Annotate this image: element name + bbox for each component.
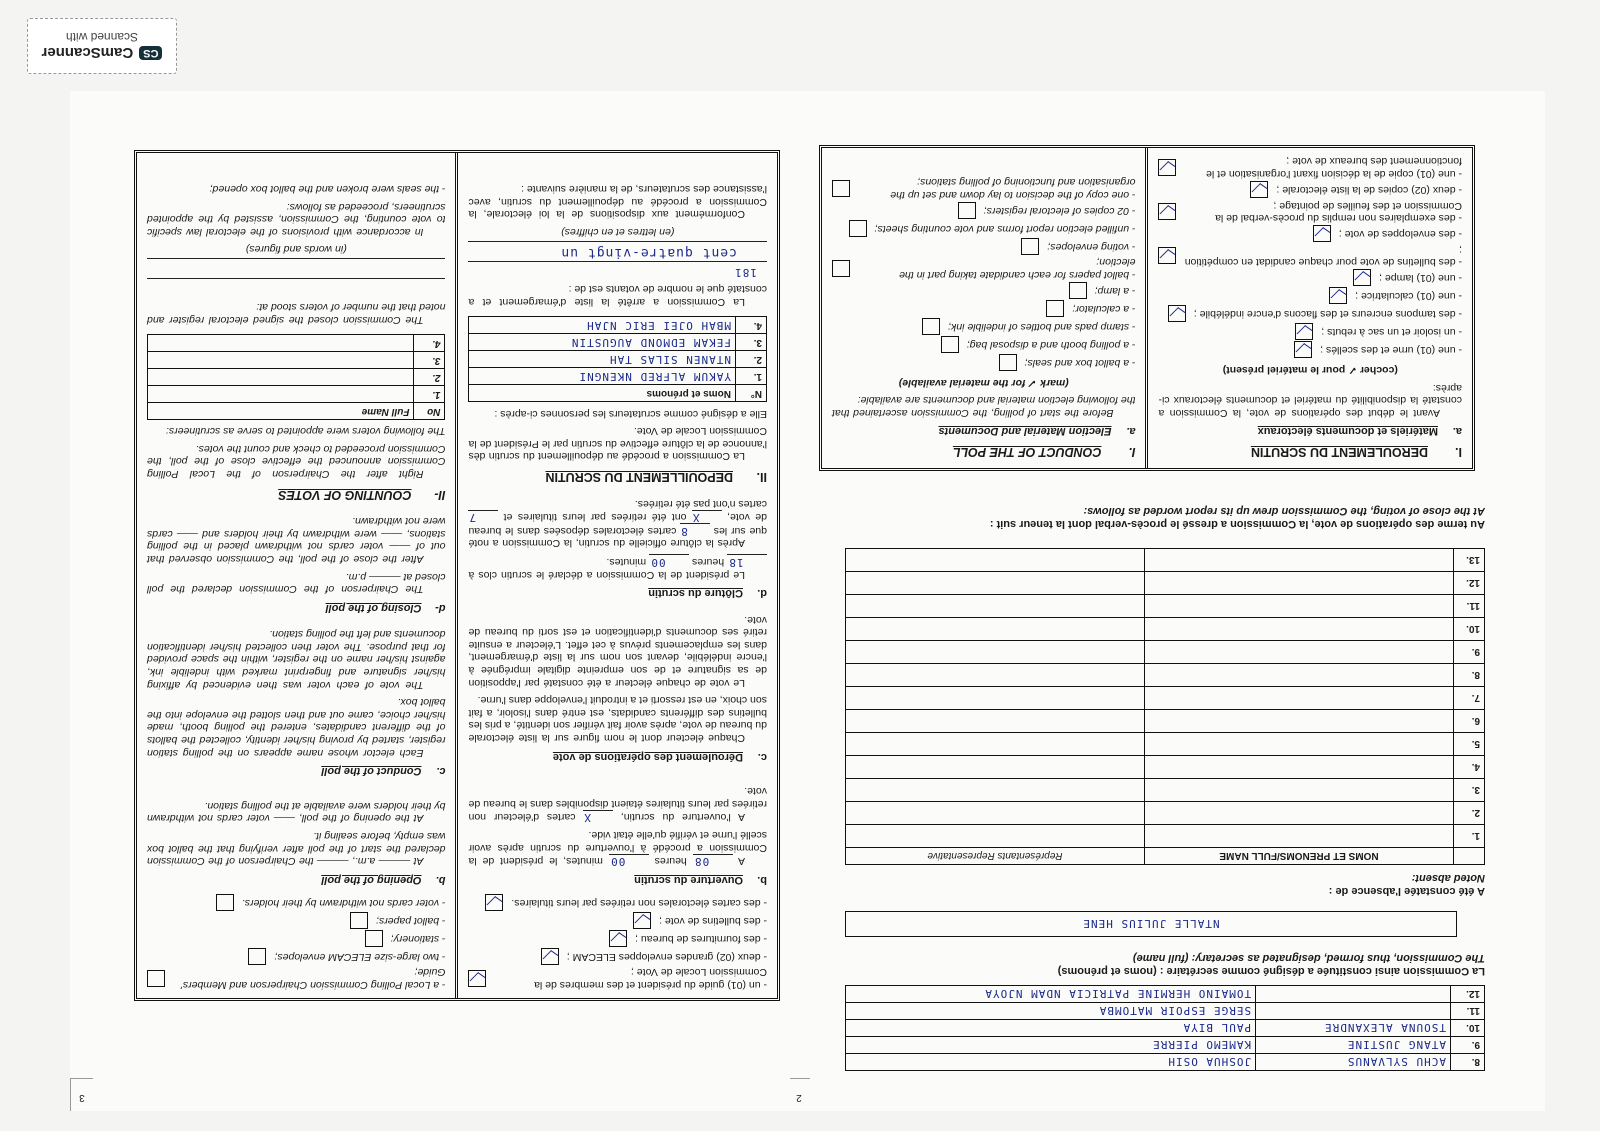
- row-number: 10.: [1450, 1020, 1484, 1037]
- row-number: 13.: [1454, 549, 1485, 572]
- counting-intro: La Commission a procédé au dépouillement du scrutin dès l'annonce de la clôture effective du scrutin par le Président de la Commission Locale de Vote.: [468, 425, 767, 463]
- table-row: [846, 1003, 1485, 1020]
- checklist-item: [469, 912, 768, 929]
- cell-full-name[interactable]: [1145, 756, 1454, 779]
- voters-text: The Commission closed the signed electoral register and noted that the number of voters stood at:: [147, 301, 446, 326]
- section-num: II.: [756, 469, 767, 484]
- secretary-label-fr: La Commission ainsi constituée a désigné comme secrétaire : (noms et prénoms): [1057, 965, 1485, 977]
- checkbox[interactable]: [350, 912, 368, 929]
- table-row: [469, 351, 767, 368]
- text: cartes d'électeur non retirées par leurs titulaires étaient disponibles dans le bureau de vote.: [468, 785, 767, 824]
- cell-full-name[interactable]: [1145, 618, 1454, 641]
- cell-representative[interactable]: [846, 595, 1145, 618]
- scrutineers-label: The following voters were appointed to serve as scrutineers:: [165, 425, 446, 438]
- section-i-english: [822, 148, 1149, 468]
- table-row: [846, 572, 1485, 595]
- checklist-item: [1159, 181, 1463, 198]
- section-title: DEROULEMENT DU SCRUTIN: [1250, 445, 1428, 459]
- text: Après la clôture officielle du scrutin, la Commission a noté que sur les: [468, 524, 767, 550]
- page3-box: [134, 150, 780, 1001]
- text: ont été retirées par leurs titulaires et: [503, 511, 687, 524]
- checklist-label: - un isoloir et un sac à rebuts ;: [1321, 326, 1462, 339]
- checkbox[interactable]: [922, 318, 940, 335]
- cell-representative[interactable]: [846, 825, 1145, 848]
- checkbox[interactable]: [1329, 287, 1347, 304]
- section-num: II-: [434, 487, 446, 502]
- col-name: Full Name: [148, 402, 415, 419]
- row-number: 3.: [1454, 779, 1485, 802]
- conduct-text-2: The vote of each voter was then evidenced by affixing his/her signature and fingerprint marked with indelible ink, against his/her name on the register, within the space provided for that purpose. The voter then collected his/her identification documents and left the polling station.: [147, 628, 446, 691]
- checkbox[interactable]: [1168, 305, 1186, 322]
- checklist-item: [469, 966, 768, 991]
- closing-text-2: After the close of the poll, the Commission observed that out of —— voter cards not withdrawn placed in the polling stations, —— were withdrawn by their holders and —— cards were not withdrawn.: [147, 515, 446, 565]
- checklist-label: - des bulletins de vote pour chaque candidat en compétition ;: [1184, 243, 1462, 269]
- cell-full-name[interactable]: [1145, 733, 1454, 756]
- cs-badge-icon: CS: [139, 46, 162, 60]
- checklist-label: - a calculator;: [1072, 302, 1136, 315]
- cell-full-name[interactable]: [1145, 641, 1454, 664]
- section-num: I.: [1455, 445, 1462, 459]
- row-number: 8.: [1454, 664, 1485, 687]
- sub-title: Closing of the poll: [325, 601, 422, 614]
- text: heures: [691, 555, 725, 568]
- checkbox[interactable]: [147, 970, 165, 987]
- row-number: 9.: [1450, 1037, 1484, 1054]
- row-number: 1.: [736, 368, 767, 385]
- checklist-label: - des fournitures de bureau ;: [635, 932, 767, 945]
- scanned-with-label: Scanned with: [65, 30, 139, 45]
- checklist-item: [832, 202, 1136, 219]
- row-number: 1.: [414, 385, 445, 402]
- absence-label-fr: A été constatée l'absence de :: [1328, 885, 1485, 897]
- row-number: 4.: [736, 317, 767, 334]
- secretary-name: NTALLE JULIUS HENE: [1082, 917, 1220, 931]
- checklist-item: [1159, 243, 1463, 268]
- cell-full-name[interactable]: [1145, 710, 1454, 733]
- sub-title: Déroulement des opérations de vote: [552, 750, 743, 763]
- voters-field-1[interactable]: [147, 278, 446, 295]
- cell-rep[interactable]: KAMEMO PIERRE: [846, 1037, 1256, 1054]
- checklist-label: - voter cards not withdrawn by their holders.: [241, 896, 446, 909]
- sub-num: a.: [1452, 425, 1462, 438]
- cell-rep[interactable]: PAUL BIYA: [846, 1020, 1256, 1037]
- sub-title: Matériels et documents électoraux: [1257, 425, 1438, 438]
- row-number: 2.: [414, 368, 445, 385]
- row-number: 12.: [1450, 986, 1484, 1003]
- table-row: [846, 825, 1485, 848]
- cell-representative[interactable]: [846, 710, 1145, 733]
- checklist-item: [147, 912, 446, 929]
- checklist-label: - stamp pads and bottles of indelible ink;: [948, 320, 1136, 333]
- conduct-text-2: Le vote de chaque électeur a été constaté par l'apposition de sa signature et de son empreinte digitale imprégnée à l'encre indélébile, devant son nom sur la liste d'émargement, dans les emplacements prévus à cet effet. L'électeur a ensuite retiré ses documents d'identification et est sorti du bureau de vote.: [468, 613, 767, 689]
- table-row: [846, 595, 1485, 618]
- sub-num: a.: [1126, 425, 1136, 438]
- checklist-label: - deux (02) grandes enveloppes ELECAM ;: [566, 950, 767, 963]
- row-number: 4.: [414, 334, 445, 351]
- checklist-item: [832, 336, 1136, 353]
- counting-intro: Right after the Chairperson of the Local Polling Commission announced the effective close of the poll, the Commission proceeded to check and count the votes.: [147, 442, 446, 480]
- members-table: [845, 985, 1485, 1071]
- cards-withdrawn-field[interactable]: X: [692, 510, 722, 524]
- checkbox[interactable]: [1250, 181, 1268, 198]
- checklist-item: [832, 238, 1136, 255]
- section-title: COUNTING OF VOTES: [278, 487, 412, 502]
- checklist-item: [1159, 225, 1463, 242]
- checklist-item: [469, 948, 768, 965]
- scrutineers-table-fr: [469, 316, 768, 402]
- col-no: N°: [736, 385, 767, 402]
- closing-text-1: The Chairperson of the Commission declared the poll closed at ——— p.m.: [147, 570, 446, 596]
- cards-deposited-field[interactable]: 8: [680, 523, 710, 537]
- cell-full-name[interactable]: [1145, 572, 1454, 595]
- checklist-item: [1159, 155, 1463, 180]
- row-number: 6.: [1454, 710, 1485, 733]
- table-row: [846, 549, 1485, 572]
- table-row: [469, 317, 767, 334]
- cell-name[interactable]: ACHU SYLVANUS: [1256, 1054, 1451, 1071]
- cell-representative[interactable]: [846, 618, 1145, 641]
- row-number: 7.: [1454, 687, 1485, 710]
- table-row: [846, 733, 1485, 756]
- checkbox[interactable]: [216, 894, 234, 911]
- checklist-label: - des exemplaires non remplis du procès-verbal de la Commission et des feuilles de pointage ;: [1215, 199, 1462, 225]
- checklist-item: [1159, 287, 1463, 304]
- checkbox[interactable]: [1353, 269, 1371, 286]
- checkbox[interactable]: [1313, 225, 1331, 242]
- text: minutes.: [606, 555, 647, 568]
- row-number: 2.: [1454, 802, 1485, 825]
- checklist-label: - 02 copies of electoral registers;: [983, 204, 1136, 217]
- checklist-label: - deux (02) copies de la liste électorale ;: [1276, 183, 1462, 196]
- checkbox[interactable]: [1159, 247, 1177, 264]
- cell-full-name[interactable]: [1145, 779, 1454, 802]
- sub-title: Election Material and Documents: [938, 425, 1112, 438]
- checkbox[interactable]: [365, 930, 383, 947]
- checklist-label: - stationery;: [390, 932, 446, 945]
- brand-name: CamScanner: [41, 44, 134, 62]
- voters-note: (en lettres et en chiffres): [561, 225, 675, 238]
- cell-rep[interactable]: SERGE ESPOIR MATOMBA: [846, 1003, 1256, 1020]
- checklist-label: - voting envelopes;: [1047, 240, 1136, 253]
- material-checklist-fr-cont: [469, 894, 768, 991]
- sub-num: d.: [757, 587, 767, 600]
- conduct-text-1: Chaque électeur dont le nom figure sur la liste électorale du bureau de vote, après avoir fait vérifier son identité, a pris les bulletins des différents candidats, est entré dans l'isoloir, a fait son choix, en est ressorti et a introduit l'enveloppe dans l'urne.: [468, 694, 767, 745]
- secretary-field[interactable]: [845, 911, 1457, 937]
- cell-rep[interactable]: JOSHUA OSIH: [846, 1054, 1256, 1071]
- cell-full-name[interactable]: [1145, 549, 1454, 572]
- count-item: - the seals were broken and the ballot box opened;: [209, 183, 446, 196]
- page-2: [785, 91, 1545, 1111]
- section-i-box: [819, 145, 1475, 471]
- row-number: 2.: [736, 351, 767, 368]
- checklist-item: [469, 930, 768, 947]
- opening-minute-field[interactable]: 00: [609, 854, 649, 868]
- count-text: Conformément aux dispositions de la loi électorale, la Commission a procédé au dépouillement du scrutin, avec l'assistance des scrutateurs, de la manière suivante :: [468, 183, 767, 221]
- checklist-label: - a polling booth and a disposal bag;: [966, 338, 1136, 351]
- cell-name[interactable]: MBAH OJEI ERIC NJAH: [469, 317, 736, 334]
- checkbox[interactable]: [1021, 238, 1039, 255]
- row-number: 4.: [1454, 756, 1485, 779]
- text: minutes, le président de la Commission a procédé à l'ouverture du scrutin après avoir scellé l'urne et vérifié qu'elle était vide.: [468, 829, 767, 868]
- voters-field-2[interactable]: [147, 258, 446, 275]
- table-row: [846, 641, 1485, 664]
- checklist-item: [147, 894, 446, 911]
- voters-figure: 181: [734, 265, 757, 279]
- section-title: CONDUCT OF THE POLL: [952, 445, 1102, 459]
- voters-figure-field[interactable]: [469, 261, 768, 278]
- table-row: [846, 802, 1485, 825]
- table-row: [469, 334, 767, 351]
- col-full-name: NOMS ET PRENOMS/FULL NAME: [1145, 848, 1454, 865]
- sub-title: Opening of the poll: [321, 873, 422, 886]
- checklist-item: [469, 894, 768, 911]
- closing-minute-field[interactable]: 00: [649, 554, 689, 568]
- count-text: In accordance with provisions of the electoral law specific to vote counting, the Commission, assisted by the appointed scrutineers, proceeded as follows:: [147, 200, 446, 238]
- cell-representative[interactable]: [846, 687, 1145, 710]
- checklist-item: [1159, 199, 1463, 224]
- sub-title: Ouverture du scrutin: [634, 873, 743, 886]
- voters-words: cent quatre-vingt un: [560, 244, 737, 260]
- page-number: 3: [70, 1078, 93, 1111]
- cell-name[interactable]: TSOUNA ALEXANDRE: [1256, 1020, 1451, 1037]
- table-row: [846, 1037, 1485, 1054]
- row-number: 12.: [1454, 572, 1485, 595]
- checklist-item: [147, 930, 446, 947]
- check-note: (mark ✓ for the material available): [898, 376, 1069, 389]
- checklist-item: [147, 948, 446, 965]
- row-number: 5.: [1454, 733, 1485, 756]
- cell-name[interactable]: [1256, 986, 1451, 1003]
- sub-title: Clôture du scrutin: [648, 587, 743, 600]
- sub-num: c.: [757, 750, 767, 763]
- table-row: [846, 618, 1485, 641]
- checklist-item: [1159, 341, 1463, 358]
- cell-rep[interactable]: TOMAINO HERMINE PATRICIA NDAM NJOYA: [846, 986, 1256, 1003]
- checklist-item: [1159, 323, 1463, 340]
- checkbox[interactable]: [849, 220, 867, 237]
- material-checklist-en: [832, 176, 1136, 371]
- checkbox[interactable]: [249, 948, 267, 965]
- cell-representative[interactable]: [846, 733, 1145, 756]
- checklist-item: [832, 220, 1136, 237]
- checkbox[interactable]: [1069, 282, 1087, 299]
- checkbox[interactable]: [958, 202, 976, 219]
- checkbox[interactable]: [1159, 159, 1177, 176]
- page-number: 2: [787, 1078, 810, 1111]
- checklist-label: - des cartes électorales non retirées par leurs titulaires.: [511, 896, 767, 909]
- checklist-label: - a ballot box and seals;: [1024, 356, 1136, 369]
- text: A: [738, 855, 745, 868]
- cell-name[interactable]: [148, 351, 415, 368]
- sub-num: c.: [436, 765, 446, 778]
- text: A l'ouverture du scrutin,: [620, 811, 745, 824]
- row-number: 1.: [1454, 825, 1485, 848]
- checklist-item: [1159, 305, 1463, 322]
- checkbox[interactable]: [609, 930, 627, 947]
- table-row: [846, 687, 1485, 710]
- checklist-label: - a Local Polling Commission Chairperson and Members' Guide;: [180, 966, 446, 991]
- table-row: [148, 351, 446, 368]
- checklist-item: [832, 176, 1136, 201]
- checklist-item: [1159, 269, 1463, 286]
- row-number: 9.: [1454, 641, 1485, 664]
- secretary-label-en: The Commission, thus formed, designated as secretary: (full name): [1132, 952, 1485, 964]
- scrutineers-table-en: [147, 334, 446, 420]
- section-title: DEPOUILLEMENT DU SCRUTIN: [545, 469, 733, 484]
- checklist-item: [832, 318, 1136, 335]
- cell-name[interactable]: NTANEN SILAS TAH: [469, 351, 736, 368]
- text: heures: [654, 855, 687, 868]
- cell-name[interactable]: YAKUM ALFRED NKENGNI: [469, 368, 736, 385]
- checkbox[interactable]: [1294, 341, 1312, 358]
- checkbox[interactable]: [1159, 203, 1177, 220]
- voters-note: (in words and figures): [245, 243, 347, 256]
- absence-label-en: Noted absent:: [1411, 872, 1485, 884]
- table-row: [846, 1020, 1485, 1037]
- conduct-text-1: Each elector whose name appears on the polling station register, started by proving his/her identity, collected the ballots of the different candidates, entered the polling booth, made his/her choice, came out and then slotted the envelope into the ballot box.: [147, 696, 446, 759]
- closing-text-en: At the close of voting, the Commission drew up its report worded as follows:: [1083, 505, 1485, 517]
- checkbox[interactable]: [485, 894, 503, 911]
- checklist-label: - une (01) copie de la décision fixant l'organisation et le fonctionnement des bureaux de vote ;: [1206, 155, 1462, 181]
- cell-full-name[interactable]: [1145, 595, 1454, 618]
- page-3: [70, 91, 790, 1111]
- voters-text: La Commission a arrêté la liste d'émargement et a constaté que le nombre de votants est de :: [468, 283, 767, 308]
- checklist-label: - ballot papers;: [376, 914, 446, 927]
- col-representative: Représentants Representative: [846, 848, 1145, 865]
- sub-num: d-: [435, 601, 446, 614]
- sub-num: b.: [757, 873, 767, 886]
- checkbox[interactable]: [832, 180, 850, 197]
- closing-text-fr: Au terme des opérations de vote, la Commission a dressé le procès-verbal dont la teneur suit :: [989, 518, 1485, 530]
- checkbox[interactable]: [999, 354, 1017, 371]
- cell-name[interactable]: [1256, 1003, 1451, 1020]
- text: cartes n'ont pas été retirées.: [634, 497, 767, 510]
- cell-full-name[interactable]: [1145, 664, 1454, 687]
- checkbox[interactable]: [469, 970, 487, 987]
- row-number: 3.: [414, 351, 445, 368]
- material-checklist-en-cont: [147, 894, 446, 991]
- text: cartes électorales déposées dans le bureau de vote,: [468, 511, 767, 537]
- table-row: [148, 334, 446, 351]
- cell-representative[interactable]: [846, 756, 1145, 779]
- opening-text-1: At ——— a.m., ——— the Chairperson of the Commission declared the start of the poll after verifying that the ballot box was empty, before sealing it.: [147, 830, 446, 868]
- material-checklist-fr: [1159, 155, 1463, 359]
- checkbox[interactable]: [633, 912, 651, 929]
- cell-representative[interactable]: [846, 802, 1145, 825]
- scrutineers-label: Elle a désigné comme scrutateurs les personnes ci-après :: [494, 407, 767, 420]
- checklist-label: - des tampons encreurs et des flacons d'encre indélébile ;: [1193, 308, 1462, 321]
- row-number: 11.: [1450, 1003, 1484, 1020]
- cell-name[interactable]: FEKAM EDMOND AUGUSTIN: [469, 334, 736, 351]
- cell-full-name[interactable]: [1145, 802, 1454, 825]
- cards-not-withdrawn-field[interactable]: 7: [469, 510, 499, 524]
- checkbox[interactable]: [1046, 300, 1064, 317]
- table-row: [469, 368, 767, 385]
- cell-name[interactable]: [148, 385, 415, 402]
- cell-full-name[interactable]: [1145, 825, 1454, 848]
- checkbox[interactable]: [832, 260, 850, 277]
- table-row: [846, 664, 1485, 687]
- table-row: [846, 779, 1485, 802]
- checklist-label: - des enveloppes de vote ;: [1338, 228, 1462, 241]
- absence-table: [845, 548, 1485, 865]
- checklist-label: - une (01) calculatrice ;: [1355, 290, 1462, 303]
- cell-representative[interactable]: [846, 572, 1145, 595]
- checklist-label: - une (01) urne et des scellés ;: [1320, 344, 1462, 357]
- check-note: (cocher ✓ pour le matériel présent): [1222, 364, 1398, 377]
- checklist-label: - unfilled election report forms and vote counting sheets;: [874, 222, 1136, 235]
- opening-cards-field[interactable]: X: [583, 810, 613, 824]
- page3-french: [459, 153, 778, 998]
- cell-representative[interactable]: [846, 779, 1145, 802]
- cell-representative[interactable]: [846, 549, 1145, 572]
- checkbox[interactable]: [541, 948, 559, 965]
- sub-num: b.: [435, 873, 446, 886]
- members-continued: [845, 504, 1485, 1071]
- checkbox[interactable]: [1295, 323, 1313, 340]
- cell-full-name[interactable]: [1145, 687, 1454, 710]
- checklist-item: [832, 282, 1136, 299]
- table-row: [846, 986, 1485, 1003]
- checklist-label: - des bulletins de vote ;: [659, 914, 767, 927]
- checklist-item: [832, 300, 1136, 317]
- col-name: Noms et prénoms: [469, 385, 736, 402]
- checklist-item: [832, 256, 1136, 281]
- checkbox[interactable]: [941, 336, 959, 353]
- row-number: 8.: [1450, 1054, 1484, 1071]
- page3-english: [137, 153, 459, 998]
- row-number: 10.: [1454, 618, 1485, 641]
- cell-name[interactable]: [148, 368, 415, 385]
- checklist-item: [832, 354, 1136, 371]
- voters-words-field[interactable]: [469, 241, 768, 258]
- checklist-label: - two large-size ELECAM envelopes;: [274, 950, 446, 963]
- sub-title: Conduct of the poll: [321, 765, 422, 778]
- opening-hour-field[interactable]: 08: [693, 854, 733, 868]
- opening-text-2: At the opening of the poll, —— voter cards not withdrawn by their holders were available at the polling station.: [147, 799, 446, 825]
- cell-representative[interactable]: [846, 664, 1145, 687]
- checklist-label: - one copy of the decision to lay down and set up the organisation and functioning of polling stations;: [890, 176, 1136, 201]
- table-row: [846, 1054, 1485, 1071]
- table-row: [148, 385, 446, 402]
- table-row: [846, 756, 1485, 779]
- cell-name[interactable]: ATANG JUSTINE: [1256, 1037, 1451, 1054]
- intro-text: Before the start of polling, the Commission ascertained that the following election material and documents are available:: [832, 394, 1136, 419]
- text: Le président de la Commission a déclaré le scrutin clos à: [468, 568, 745, 581]
- col-no: No: [414, 402, 445, 419]
- table-row: [148, 368, 446, 385]
- row-number: 3.: [736, 334, 767, 351]
- checklist-item: [147, 966, 446, 991]
- checklist-label: - une (01) lampe ;: [1379, 272, 1462, 285]
- closing-hour-field[interactable]: 18: [727, 554, 767, 568]
- row-number: 11.: [1454, 595, 1485, 618]
- intro-text: Avant le début des opérations de vote, la Commission a constaté la disponibilité du matériel et documents électoraux ci-après:: [1158, 381, 1462, 419]
- section-i-french: [1149, 148, 1473, 468]
- checklist-label: - ballot papers for each candidate taking part in the election;: [899, 256, 1136, 282]
- section-num: I.: [1128, 445, 1136, 459]
- table-row: [846, 710, 1485, 733]
- cell-name[interactable]: [148, 334, 415, 351]
- checklist-label: - un (01) guide du président et des membres de la Commission Locale de Vote ;: [534, 966, 767, 991]
- checklist-label: - a lamp;: [1094, 284, 1136, 297]
- cell-representative[interactable]: [846, 641, 1145, 664]
